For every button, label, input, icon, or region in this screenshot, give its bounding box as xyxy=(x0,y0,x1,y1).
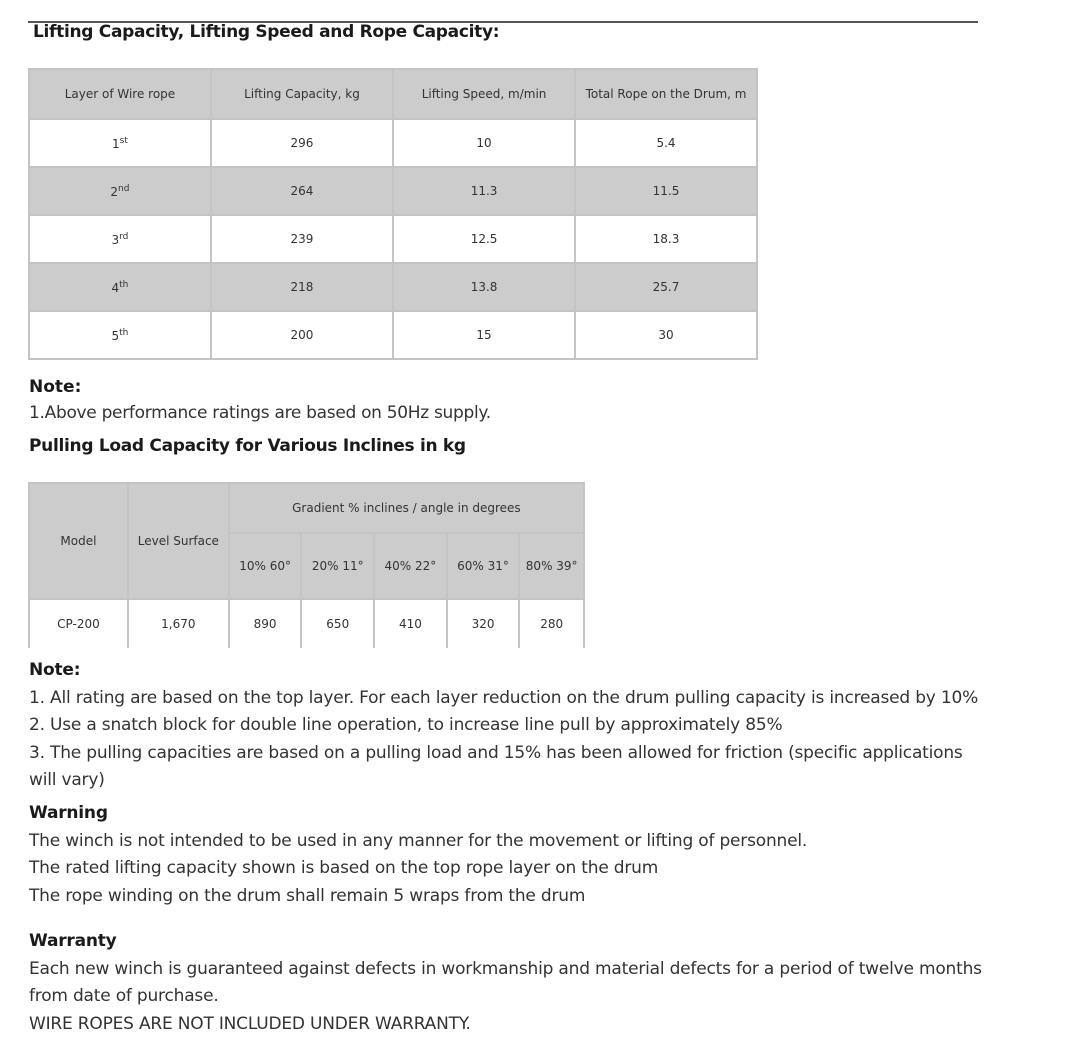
capacity-cell: 264 xyxy=(211,167,393,215)
header-capacity: Lifting Capacity, kg xyxy=(211,69,393,119)
pulling-load-table xyxy=(28,482,585,648)
gradient-20-cell: 650 xyxy=(301,599,374,648)
lifting-capacity-table xyxy=(28,68,758,360)
capacity-cell: 296 xyxy=(211,119,393,167)
speed-cell: 11.3 xyxy=(393,167,575,215)
layer-cell xyxy=(29,311,211,359)
table-row xyxy=(29,119,757,167)
warning-item: The winch is not intended to be used in any manner for the movement or lifting of personnel. xyxy=(29,830,808,851)
header-gradient-60: 60% 31° xyxy=(447,533,520,599)
notes-label: Note: xyxy=(29,660,81,680)
note1-label: Note: xyxy=(29,377,82,397)
capacity-cell: 200 xyxy=(211,311,393,359)
note1-text: 1.Above performance ratings are based on 50Hz supply. xyxy=(29,403,491,423)
layer-number: 1 xyxy=(112,136,120,151)
layer-number: 3 xyxy=(111,232,120,247)
capacity-cell: 218 xyxy=(211,263,393,311)
speed-cell: 10 xyxy=(393,119,575,167)
rope-cell: 25.7 xyxy=(575,263,757,311)
rope-cell: 30 xyxy=(575,311,757,359)
layer-cell xyxy=(29,263,211,311)
warning-section xyxy=(29,800,989,910)
warranty-label: Warranty xyxy=(29,931,117,951)
level-surface-cell: 1,670 xyxy=(128,599,229,648)
gradient-10-cell: 890 xyxy=(229,599,302,648)
note-item: 2. Use a snatch block for double line operation, to increase line pull by approximately 85% xyxy=(29,715,783,735)
note-item: 3. The pulling capacities are based on a pulling load and 15% has been allowed for friction (specific applications will vary) xyxy=(29,742,963,790)
table-row xyxy=(29,215,757,263)
table-row xyxy=(29,263,757,311)
speed-cell: 15 xyxy=(393,311,575,359)
warranty-text: Each new winch is guaranteed against defects in workmanship and material defects for a period of twelve months from date of purchase. xyxy=(29,958,982,1006)
layer-number: 2 xyxy=(110,184,119,199)
table-header-row xyxy=(29,69,757,119)
table-header-row xyxy=(29,483,584,533)
layer-cell xyxy=(29,167,211,215)
layer-suffix: th xyxy=(119,327,129,338)
header-gradient-40: 40% 22° xyxy=(374,533,447,599)
header-gradient: Gradient % inclines / angle in degrees xyxy=(229,483,584,533)
rope-cell: 11.5 xyxy=(575,167,757,215)
table-row xyxy=(29,167,757,215)
rope-cell: 18.3 xyxy=(575,215,757,263)
note-item: 1. All rating are based on the top layer. For each layer reduction on the drum pulling capacity is increased by 10% xyxy=(29,687,979,708)
speed-cell: 13.8 xyxy=(393,263,575,311)
header-level-surface: Level Surface xyxy=(128,483,229,599)
notes-section xyxy=(29,657,989,795)
table-row xyxy=(29,311,757,359)
table-row xyxy=(29,599,584,648)
header-gradient-20: 20% 11° xyxy=(301,533,374,599)
gradient-80-cell: 280 xyxy=(519,599,584,648)
layer-cell xyxy=(29,215,211,263)
warning-item: The rope winding on the drum shall remain 5 wraps from the drum xyxy=(29,885,586,906)
pulling-section-title: Pulling Load Capacity for Various Inclines in kg xyxy=(29,436,466,456)
warning-item: The rated lifting capacity shown is based on the top rope layer on the drum xyxy=(29,858,659,878)
header-gradient-80: 80% 39° xyxy=(519,533,584,599)
rope-cell: 5.4 xyxy=(575,119,757,167)
header-layer: Layer of Wire rope xyxy=(29,69,211,119)
model-cell: CP-200 xyxy=(29,599,128,648)
capacity-cell: 239 xyxy=(211,215,393,263)
warning-label: Warning xyxy=(29,803,108,823)
warranty-section xyxy=(29,928,989,1038)
layer-number: 4 xyxy=(111,280,120,295)
gradient-40-cell: 410 xyxy=(374,599,447,648)
warranty-exclusion: WIRE ROPES ARE NOT INCLUDED UNDER WARRANTY. xyxy=(29,1013,471,1034)
layer-suffix: nd xyxy=(118,183,130,194)
layer-cell xyxy=(29,119,211,167)
layer-number: 5 xyxy=(111,328,120,343)
header-gradient-10: 10% 60° xyxy=(229,533,302,599)
layer-suffix: th xyxy=(119,279,129,290)
header-speed: Lifting Speed, m/min xyxy=(393,69,575,119)
lifting-section-title: Lifting Capacity, Lifting Speed and Rope Capacity: xyxy=(33,22,500,42)
speed-cell: 12.5 xyxy=(393,215,575,263)
layer-suffix: st xyxy=(119,135,128,146)
gradient-60-cell: 320 xyxy=(447,599,520,648)
header-model: Model xyxy=(29,483,128,599)
header-rope: Total Rope on the Drum, m xyxy=(575,69,757,119)
layer-suffix: rd xyxy=(119,231,129,242)
